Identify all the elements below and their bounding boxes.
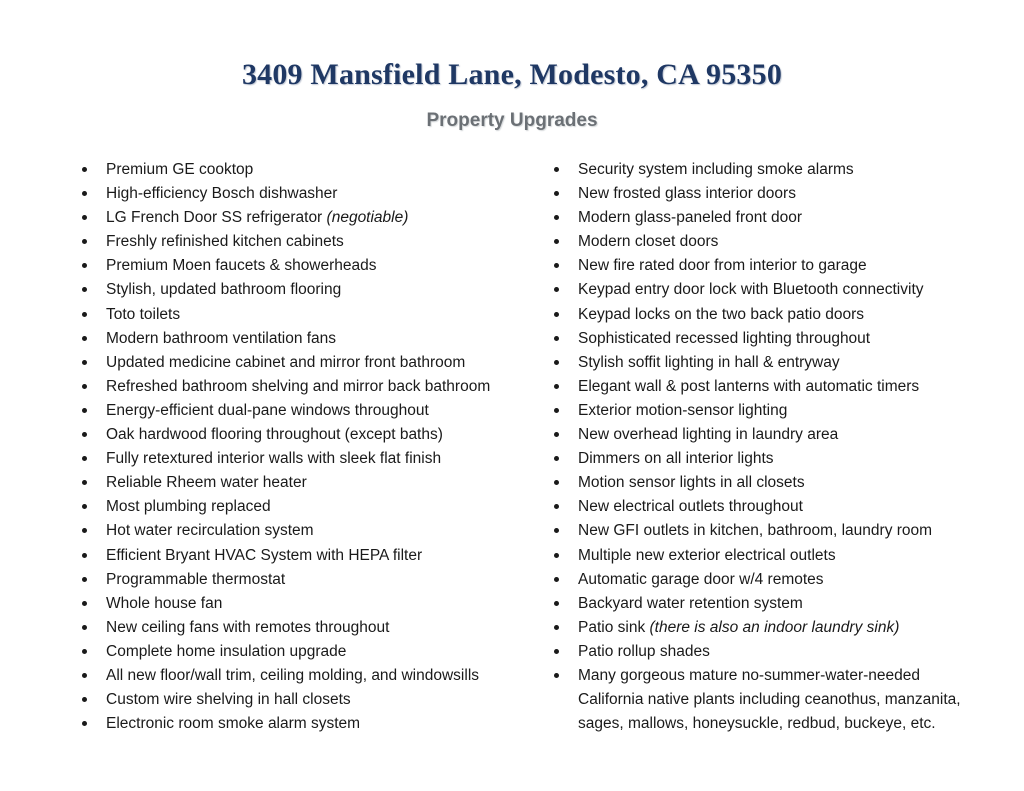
list-item: [540, 182, 984, 206]
list-item-label: New frosted glass interior doors: [578, 185, 796, 203]
list-item: [68, 447, 502, 471]
list-item: [68, 375, 502, 399]
bullet-icon: [82, 167, 87, 172]
bullet-icon: [554, 480, 559, 485]
list-item-label: Dimmers on all interior lights: [578, 450, 774, 468]
list-item: [540, 568, 984, 592]
list-item: [540, 351, 984, 375]
bullet-icon: [554, 432, 559, 437]
list-item: [68, 399, 502, 423]
bullet-icon: [554, 673, 559, 678]
list-item-label: Most plumbing replaced: [106, 498, 271, 516]
bullet-icon: [554, 456, 559, 461]
list-item: [68, 544, 502, 568]
bullet-icon: [554, 504, 559, 509]
list-item-label: New GFI outlets in kitchen, bathroom, laundry room: [578, 522, 933, 540]
list-item-label: Custom wire shelving in hall closets: [106, 691, 351, 709]
bullet-icon: [82, 336, 87, 341]
list-item-label: Modern glass-paneled front door: [578, 209, 803, 227]
list-item-label: Modern bathroom ventilation fans: [106, 329, 337, 347]
right-upgrades-list: [540, 158, 984, 736]
list-item: [68, 688, 502, 712]
bullet-icon: [82, 263, 87, 268]
page-subtitle: Property Upgrades: [426, 110, 598, 131]
bullet-icon: [82, 456, 87, 461]
bullet-icon: [554, 649, 559, 654]
list-item-label: Toto toilets: [106, 305, 181, 323]
list-item-label: Security system including smoke alarms: [578, 161, 854, 178]
list-item-label: Refreshed bathroom shelving and mirror back bathroom: [106, 377, 491, 395]
list-item: [540, 495, 984, 519]
list-item-label: LG French Door SS refrigerator: [106, 209, 323, 227]
bullet-icon: [554, 360, 559, 365]
list-item-label: Efficient Bryant HVAC System with HEPA filter: [106, 546, 423, 564]
right-column: [512, 158, 994, 736]
bullet-icon: [554, 384, 559, 389]
list-item-label: Oak hardwood flooring throughout (except baths): [106, 426, 443, 444]
bullet-icon: [554, 577, 559, 582]
list-item: [68, 640, 502, 664]
list-item: [68, 616, 502, 640]
bullet-icon: [82, 577, 87, 582]
list-item: [68, 158, 502, 182]
list-item-label: New electrical outlets throughout: [578, 498, 803, 516]
list-item: [540, 206, 984, 230]
bullet-icon: [82, 625, 87, 630]
list-item: [68, 206, 502, 230]
list-item: [68, 568, 502, 592]
list-item-label: Keypad entry door lock with Bluetooth connectivity: [578, 281, 924, 299]
list-item: [68, 278, 502, 302]
bullet-icon: [554, 287, 559, 292]
list-item: [540, 303, 984, 327]
bullet-icon: [82, 673, 87, 678]
list-item-label: All new floor/wall trim, ceiling molding, and windowsills: [106, 666, 480, 684]
bullet-icon: [82, 408, 87, 413]
list-item-label: Electronic room smoke alarm system: [106, 715, 361, 733]
list-item-label: Backyard water retention system: [578, 594, 803, 612]
bullet-icon: [554, 263, 559, 268]
page-title: 3409 Mansfield Lane, Modesto, CA 95350: [241, 58, 783, 91]
list-item: [68, 519, 502, 543]
list-item: [68, 712, 502, 736]
list-item: [540, 616, 984, 640]
list-item: [68, 495, 502, 519]
bullet-icon: [554, 601, 559, 606]
upgrades-columns: [30, 158, 994, 736]
list-item: [68, 254, 502, 278]
list-item-label: Keypad locks on the two back patio doors: [578, 305, 865, 323]
list-item: [68, 230, 502, 254]
list-item: [540, 640, 984, 664]
list-item: [68, 182, 502, 206]
list-item-label: Many gorgeous mature no-summer-water-needed California native plants including ceanothus, manzanita, sages, mallows, honeysuckle, redbud, buckeye, etc.: [578, 666, 961, 733]
bullet-icon: [554, 528, 559, 533]
list-item-label: Stylish, updated bathroom flooring: [106, 281, 342, 299]
list-item: [540, 423, 984, 447]
list-item: [68, 592, 502, 616]
list-item: [540, 399, 984, 423]
list-item-label: Complete home insulation upgrade: [106, 642, 347, 660]
list-item-label: Fully retextured interior walls with sleek flat finish: [106, 450, 442, 468]
list-item-label: Modern closet doors: [578, 233, 719, 251]
bullet-icon: [554, 336, 559, 341]
bullet-icon: [82, 215, 87, 220]
list-item: [68, 471, 502, 495]
list-item: [540, 664, 984, 736]
list-item-label: Stylish soffit lighting in hall & entryway: [578, 353, 840, 371]
bullet-icon: [82, 191, 87, 196]
bullet-icon: [554, 215, 559, 220]
list-item-label: Multiple new exterior electrical outlets: [578, 546, 836, 564]
bullet-icon: [554, 191, 559, 196]
list-item-label: Patio sink: [578, 618, 646, 636]
bullet-icon: [82, 360, 87, 365]
list-item-label: Updated medicine cabinet and mirror front bathroom: [106, 353, 466, 371]
list-item: [540, 592, 984, 616]
bullet-icon: [554, 408, 559, 413]
list-item-label: Sophisticated recessed lighting throughout: [578, 329, 871, 347]
list-item-note: (negotiable): [322, 209, 409, 227]
list-item-label: Automatic garage door w/4 remotes: [578, 570, 824, 588]
list-item-label: High-efficiency Bosch dishwasher: [106, 185, 338, 203]
left-column: [30, 158, 512, 736]
bullet-icon: [82, 697, 87, 702]
list-item: [540, 471, 984, 495]
list-item: [540, 375, 984, 399]
bullet-icon: [82, 239, 87, 244]
list-item-label: Hot water recirculation system: [106, 522, 314, 540]
bullet-icon: [554, 625, 559, 630]
list-item: [68, 351, 502, 375]
bullet-icon: [82, 480, 87, 485]
list-item-label: New fire rated door from interior to garage: [578, 257, 867, 275]
list-item-label: New overhead lighting in laundry area: [578, 426, 839, 444]
bullet-icon: [82, 287, 87, 292]
bullet-icon: [82, 721, 87, 726]
bullet-icon: [82, 432, 87, 437]
list-item: [540, 254, 984, 278]
list-item: [540, 519, 984, 543]
list-item-label: Motion sensor lights in all closets: [578, 474, 805, 492]
list-item-label: Premium Moen faucets & showerheads: [106, 257, 377, 275]
list-item-label: New ceiling fans with remotes throughout: [106, 618, 390, 636]
list-item: [68, 664, 502, 688]
bullet-icon: [82, 312, 87, 317]
bullet-icon: [82, 384, 87, 389]
list-item-label: Freshly refinished kitchen cabinets: [106, 233, 344, 251]
list-item-label: Exterior motion-sensor lighting: [578, 401, 788, 419]
bullet-icon: [82, 649, 87, 654]
list-item: [540, 327, 984, 351]
list-item-label: Patio rollup shades: [578, 642, 710, 660]
list-item-label: Energy-efficient dual-pane windows throughout: [106, 401, 429, 419]
bullet-icon: [82, 553, 87, 558]
bullet-icon: [554, 312, 559, 317]
list-item: [68, 327, 502, 351]
bullet-icon: [82, 504, 87, 509]
list-item: [540, 158, 984, 182]
bullet-icon: [554, 167, 559, 172]
list-item: [540, 278, 984, 302]
list-item: [540, 544, 984, 568]
list-item-label: Reliable Rheem water heater: [106, 474, 307, 492]
left-upgrades-list: [68, 158, 502, 736]
bullet-icon: [82, 601, 87, 606]
list-item: [68, 423, 502, 447]
list-item: [540, 447, 984, 471]
list-item-label: Whole house fan: [106, 594, 223, 612]
list-item-label: Elegant wall & post lanterns with automatic timers: [578, 377, 920, 395]
list-item-label: Premium GE cooktop: [106, 161, 254, 178]
list-item: [540, 230, 984, 254]
bullet-icon: [554, 239, 559, 244]
list-item-label: Programmable thermostat: [106, 570, 286, 588]
bullet-icon: [554, 553, 559, 558]
bullet-icon: [82, 528, 87, 533]
list-item-note: (there is also an indoor laundry sink): [645, 618, 900, 636]
list-item: [68, 303, 502, 327]
